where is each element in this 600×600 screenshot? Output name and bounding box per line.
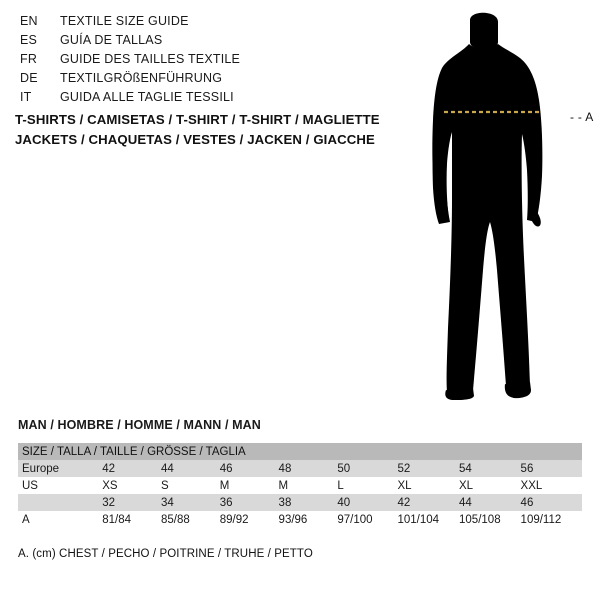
- cell: 36: [220, 494, 279, 511]
- language-text: GUÍA DE TALLAS: [60, 33, 163, 47]
- table-row: [18, 494, 582, 511]
- cell: 44: [161, 460, 220, 477]
- category-jackets: JACKETS / CHAQUETAS / VESTES / JACKEN / GIACCHE: [15, 132, 375, 147]
- footnote: A. (cm) CHEST / PECHO / POITRINE / TRUHE / PETTO: [18, 548, 313, 560]
- category-tshirts: T-SHIRTS / CAMISETAS / T-SHIRT / T-SHIRT / MAGLIETTE: [15, 112, 380, 127]
- cell: 50: [337, 460, 397, 477]
- cell: 34: [161, 494, 220, 511]
- cell: 32: [102, 494, 161, 511]
- cell: L: [337, 477, 397, 494]
- language-code: FR: [20, 52, 38, 66]
- cell: 42: [102, 460, 161, 477]
- cell: 81/84: [102, 511, 161, 528]
- cell: 52: [397, 460, 459, 477]
- cell: 44: [459, 494, 521, 511]
- language-row: [20, 90, 380, 109]
- row-label: A: [18, 511, 102, 528]
- language-code: DE: [20, 71, 38, 85]
- cell: M: [220, 477, 279, 494]
- category-headings: [15, 110, 395, 150]
- language-code: ES: [20, 33, 38, 47]
- cell: 38: [279, 494, 338, 511]
- language-text: GUIDE DES TAILLES TEXTILE: [60, 52, 241, 66]
- cell: 105/108: [459, 511, 521, 528]
- cell: 48: [279, 460, 338, 477]
- size-table: [18, 443, 582, 528]
- cell: 97/100: [337, 511, 397, 528]
- language-list: [20, 14, 380, 109]
- cell: XS: [102, 477, 161, 494]
- cell: M: [279, 477, 338, 494]
- cell: 46: [521, 494, 582, 511]
- cell: 85/88: [161, 511, 220, 528]
- cell: 40: [337, 494, 397, 511]
- language-row: [20, 71, 380, 90]
- cell: XXL: [521, 477, 582, 494]
- cell: S: [161, 477, 220, 494]
- table-row: [18, 511, 582, 528]
- cell: 54: [459, 460, 521, 477]
- language-code: IT: [20, 90, 32, 104]
- cell: 93/96: [279, 511, 338, 528]
- measure-label-a: - - A: [570, 110, 594, 124]
- cell: XL: [397, 477, 459, 494]
- cell: 101/104: [397, 511, 459, 528]
- cell: 56: [521, 460, 582, 477]
- language-row: [20, 14, 380, 33]
- cell: XL: [459, 477, 521, 494]
- language-text: GUIDA ALLE TAGLIE TESSILI: [60, 90, 234, 104]
- cell: 46: [220, 460, 279, 477]
- row-label: Europe: [18, 460, 102, 477]
- language-text: TEXTILE SIZE GUIDE: [60, 14, 189, 28]
- header-label: SIZE / TALLA / TAILLE / GRÖSSE / TAGLIA: [18, 443, 582, 460]
- male-silhouette-figure: [400, 8, 600, 408]
- row-label: US: [18, 477, 102, 494]
- table-header-row: [18, 443, 582, 460]
- language-code: EN: [20, 14, 38, 28]
- table-group-title: MAN / HOMBRE / HOMME / MANN / MAN: [18, 418, 261, 432]
- row-label: [18, 494, 102, 511]
- cell: 109/112: [521, 511, 582, 528]
- cell: 89/92: [220, 511, 279, 528]
- silhouette-svg: [400, 8, 600, 408]
- language-row: [20, 52, 380, 71]
- table-row: [18, 460, 582, 477]
- language-row: [20, 33, 380, 52]
- language-text: TEXTILGRÖßENFÜHRUNG: [60, 71, 223, 85]
- table-row: [18, 477, 582, 494]
- cell: 42: [397, 494, 459, 511]
